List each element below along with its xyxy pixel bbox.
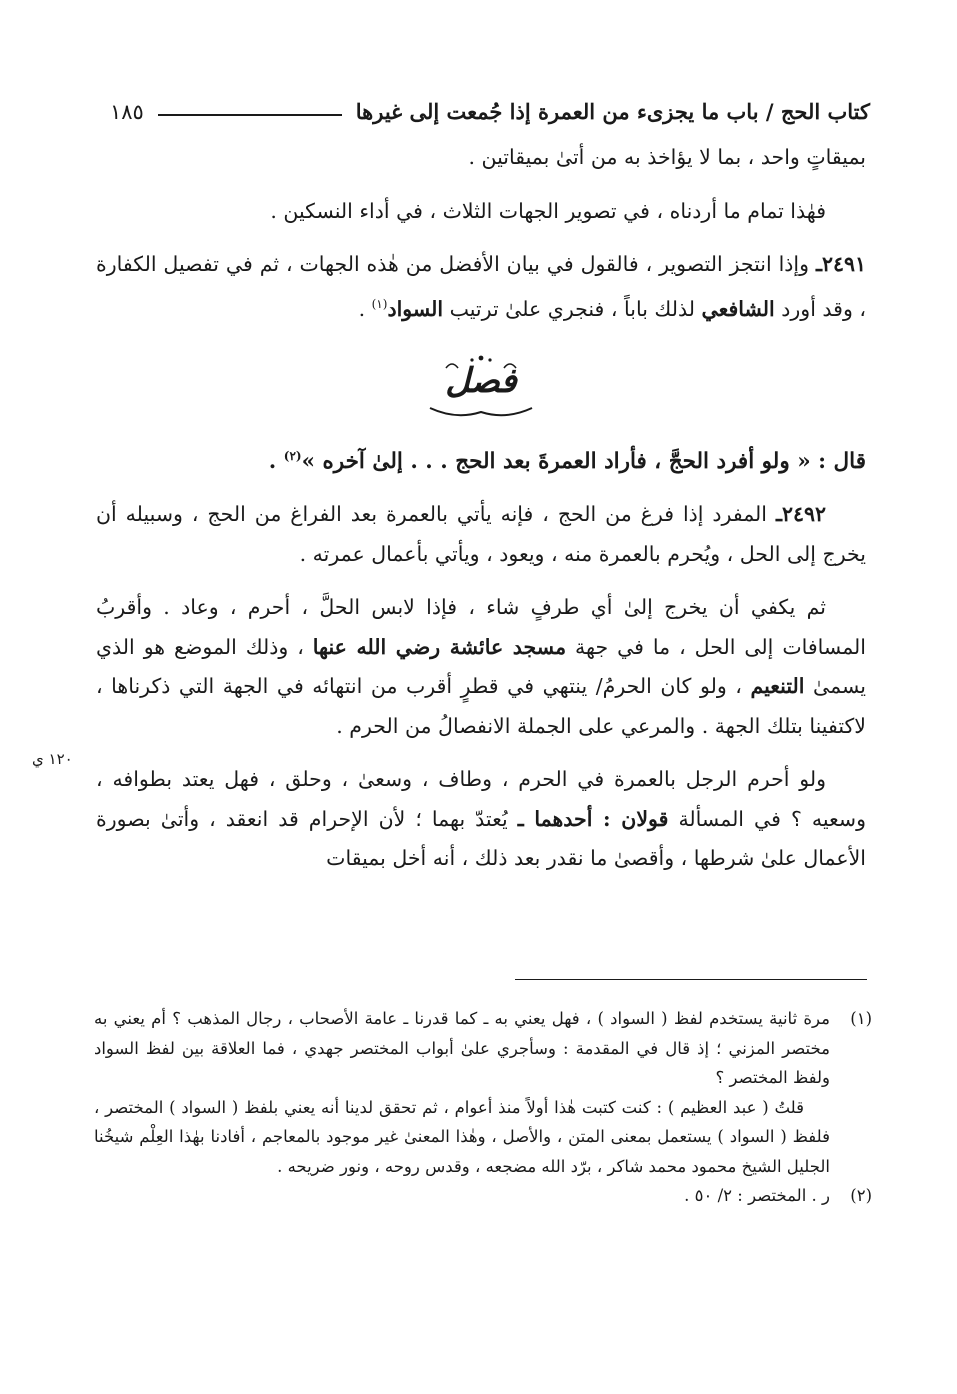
- paragraph-text: لذلك باباً ، فنجري علىٰ ترتيب: [443, 296, 702, 321]
- qala-text: قال : « ولو أفرد الحجَّ ، فأراد العمرةَ بعد الحج . . . إلىٰ آخره »: [301, 448, 866, 474]
- fasl-calligraphy: [416, 350, 546, 424]
- main-text: [96, 138, 866, 879]
- footnote-ref-1: (١): [371, 296, 388, 311]
- footnote-body: [94, 1181, 830, 1211]
- bold-name-shafii: الشافعي: [701, 296, 775, 321]
- footnote-paragraph: مرة ثانية يستخدم لفظ ( السواد ) ، فهل يعني به ـ كما قدرنا ـ عامة الأصحاب ، رجال المذهب ؟ أم يعني به مختصر المزني ؛ إذ قال في المقدمة : وسأجري علىٰ أبواب المختصر جهدي ، فما العلاقة بين لفظ السواد ولفظ المختصر ؟: [94, 1009, 830, 1087]
- paragraph-text: وإذا انتجز التصوير ، فالقول في بيان الأفضل من هٰذه الجهات ، ثم في تفصيل الكفارة ، وقد أورد: [96, 252, 866, 321]
- bold-place-aisha-mosque: مسجد عائشة رضي الله عنها: [312, 634, 567, 659]
- footnote-number: (١): [850, 1009, 872, 1028]
- paragraph-continuation: بميقاتٍ واحد ، بما لا يؤاخذ به من أتىٰ بميقاتين .: [468, 145, 866, 169]
- section-ornament: [96, 337, 866, 437]
- paragraph-text: ، ولو كان الحرمُ/ ينتهي في قطرٍ أقرب من انتهائه في الجهة التي ذكرناها ، لاكتفينا بتلك الجهة . والمرعي على الجملة الانفصالُ من الحرم .: [96, 674, 866, 738]
- footnote-separator: [515, 979, 867, 980]
- footnote-paragraph: ر . المختصر : ٢/ ٥٠ .: [684, 1186, 830, 1205]
- paragraph-text: ، وذلك الموضع هو الذي يسمىٰ: [96, 634, 866, 699]
- footnote-number: (٢): [850, 1186, 872, 1205]
- header-title: كتاب الحج / باب ما يجزىء من العمرة إذا جُمعت إلى غيرها: [355, 99, 870, 124]
- paragraph-number: ٢٤٩٢ـ: [775, 502, 826, 527]
- footnote-2: [94, 1181, 872, 1211]
- page-number: ١٨٥: [110, 100, 144, 124]
- paragraph-ihram-haram: [96, 760, 866, 879]
- paragraph-tanim: [96, 588, 866, 746]
- qala-heading: [96, 437, 866, 482]
- paragraph-number: ٢٤٩١ـ: [815, 252, 866, 276]
- paragraph-text: .: [358, 296, 372, 321]
- bold-two-opinions: قولان : أحدهما ـ: [517, 806, 669, 831]
- footnote-body: [94, 1004, 830, 1181]
- footnotes: [94, 1004, 872, 1211]
- footnote-paragraph: قلتُ ( عبد العظيم ) : كنت كتبت هٰذا أولاً منذ أعوام ، ثم تحقق لدينا أنه يعني بلفظ ( السواد ) المختصر ، فلفظ ( السواد ) يستعمل بمعنى المتن ، والأصل ، وهٰذا المعنىٰ غير موجود بالمعاجم ، أفادنا بهٰذا العِلْم شيخُنا الجليل الشيخ محمود محمد شاكر ، برّد الله مضجعه ، وقدس روحه ، ونور ضريحه .: [94, 1097, 830, 1176]
- paragraph-text: يُعتدّ بهما ؛ لأن الإحرام قد انعقد ، وأتىٰ بصورة الأعمال علىٰ شرطها ، وأقصىٰ ما نقدر بعد ذلك ، أنه أخل بميقات: [96, 806, 866, 871]
- paragraph-2491: [96, 245, 866, 329]
- bold-place-tanim: التنعيم: [750, 674, 805, 699]
- footnote-1: [94, 1004, 872, 1181]
- manuscript-folio-marker: ١٢٠ ي: [32, 750, 73, 768]
- fasl-heading: فصل: [445, 360, 517, 401]
- running-header: [110, 88, 870, 124]
- paragraph-2492: [96, 495, 866, 574]
- footnote-ref-2: (٢): [283, 448, 302, 463]
- paragraph-text: ولو أحرم الرجل بالعمرة في الحرم ، وطاف ، وسعىٰ ، وحلق ، فهل يعتد بطوافه ، وسعيه ؟ في المسألة: [96, 767, 866, 831]
- qala-end: .: [268, 448, 284, 474]
- paragraph-summary: فهٰذا تمام ما أردناه ، في تصوير الجهات الثلاث ، في أداء النسكين .: [270, 198, 826, 223]
- paragraph-text: المفرد إذا فرغ من الحج ، فإنه يأتي بالعمرة بعد الفراغ من الحج ، وسبيله أن يخرج إلى الحل ، ويُحرم بالعمرة منه ، ويعود ، ويأتي بأعمال عمرته .: [96, 502, 866, 566]
- bold-term-sawad: السواد: [387, 296, 444, 321]
- header-rule: [158, 114, 342, 116]
- paragraph-text: ثم يكفي أن يخرج إلىٰ أي طرفٍ شاء ، فإذا لابس الحلَّ ، أحرم ، وعاد . وأقربُ المسافات إلى الحل ، ما في جهة: [96, 595, 866, 659]
